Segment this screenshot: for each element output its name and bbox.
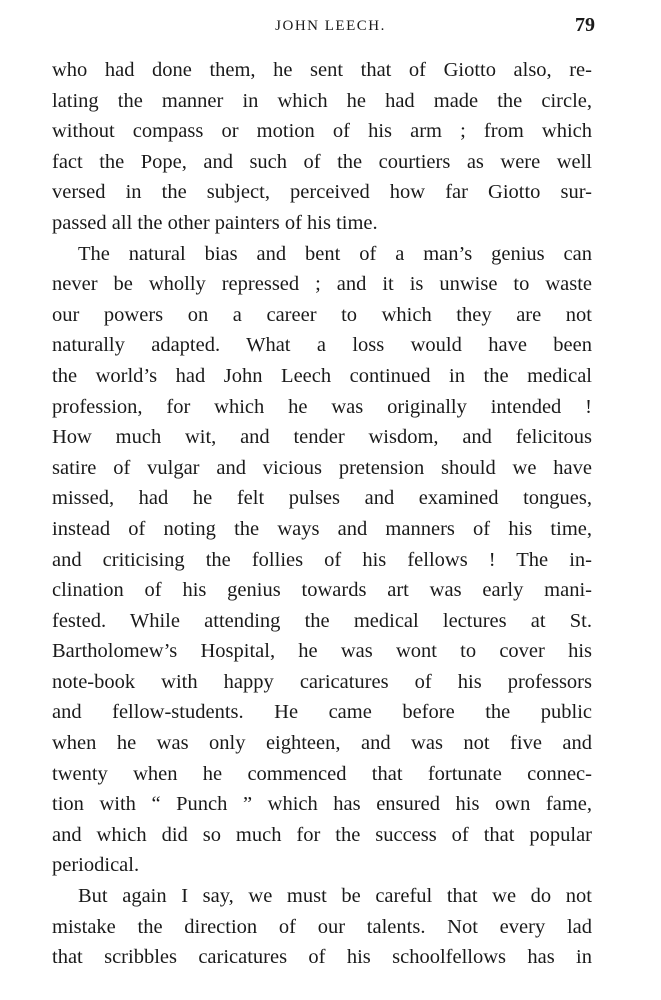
text-line: twenty when he commenced that fortunate connec- xyxy=(52,762,592,785)
text-line: without compass or motion of his arm ; from which xyxy=(52,120,592,143)
text-line: note-book with happy caricatures of his professors xyxy=(52,670,592,693)
page-number: 79 xyxy=(575,14,595,36)
text-line: tion with “ Punch ” which has ensured his own fame, xyxy=(52,793,592,816)
text-line: and which did so much for the success of that popular xyxy=(52,823,592,846)
text-line: when he was only eighteen, and was not five and xyxy=(52,732,592,755)
text-line: never be wholly repressed ; and it is unwise to waste xyxy=(52,273,592,296)
text-line: who had done them, he sent that of Giotto also, re- xyxy=(52,59,592,81)
text-line: The natural bias and bent of a man’s genius can xyxy=(78,242,592,265)
text-line: the world’s had John Leech continued in the medical xyxy=(52,364,592,387)
text-line: satire of vulgar and vicious pretension should we have xyxy=(52,456,592,479)
paragraph-1 xyxy=(52,55,592,239)
text-line: that scribbles caricatures of his schoolfellows has in xyxy=(52,946,592,969)
text-line: profession, for which he was originally intended ! xyxy=(52,395,592,418)
text-line: lating the manner in which he had made the circle, xyxy=(52,89,592,112)
running-title: JOHN LEECH. xyxy=(275,18,386,34)
text-line: Bartholomew’s Hospital, he was wont to cover his xyxy=(52,640,592,663)
paragraph-2 xyxy=(52,239,592,881)
text-line: How much wit, and tender wisdom, and felicitous xyxy=(52,426,592,449)
text-line: missed, had he felt pulses and examined tongues, xyxy=(52,487,592,510)
text-line: periodical. xyxy=(52,854,140,877)
paragraph-3 xyxy=(52,881,592,973)
text-line: fested. While attending the medical lectures at St. xyxy=(52,609,592,632)
running-header xyxy=(0,14,661,44)
text-line: and fellow-students. He came before the public xyxy=(52,701,592,724)
text-line: versed in the subject, perceived how far Giotto sur- xyxy=(52,181,592,204)
text-line: and criticising the follies of his fellows ! The in- xyxy=(52,548,592,571)
text-line: instead of noting the ways and manners of his time, xyxy=(52,517,592,540)
text-line: fact the Pope, and such of the courtiers as were well xyxy=(52,150,592,173)
text-line: But again I say, we must be careful that we do not xyxy=(78,885,592,908)
text-line: clination of his genius towards art was early mani- xyxy=(52,579,592,602)
body-text xyxy=(52,55,592,973)
text-line: mistake the direction of our talents. Not every lad xyxy=(52,915,592,938)
text-line: passed all the other painters of his time. xyxy=(52,211,378,234)
text-line: naturally adapted. What a loss would have been xyxy=(52,334,592,357)
text-line: our powers on a career to which they are not xyxy=(52,303,592,326)
